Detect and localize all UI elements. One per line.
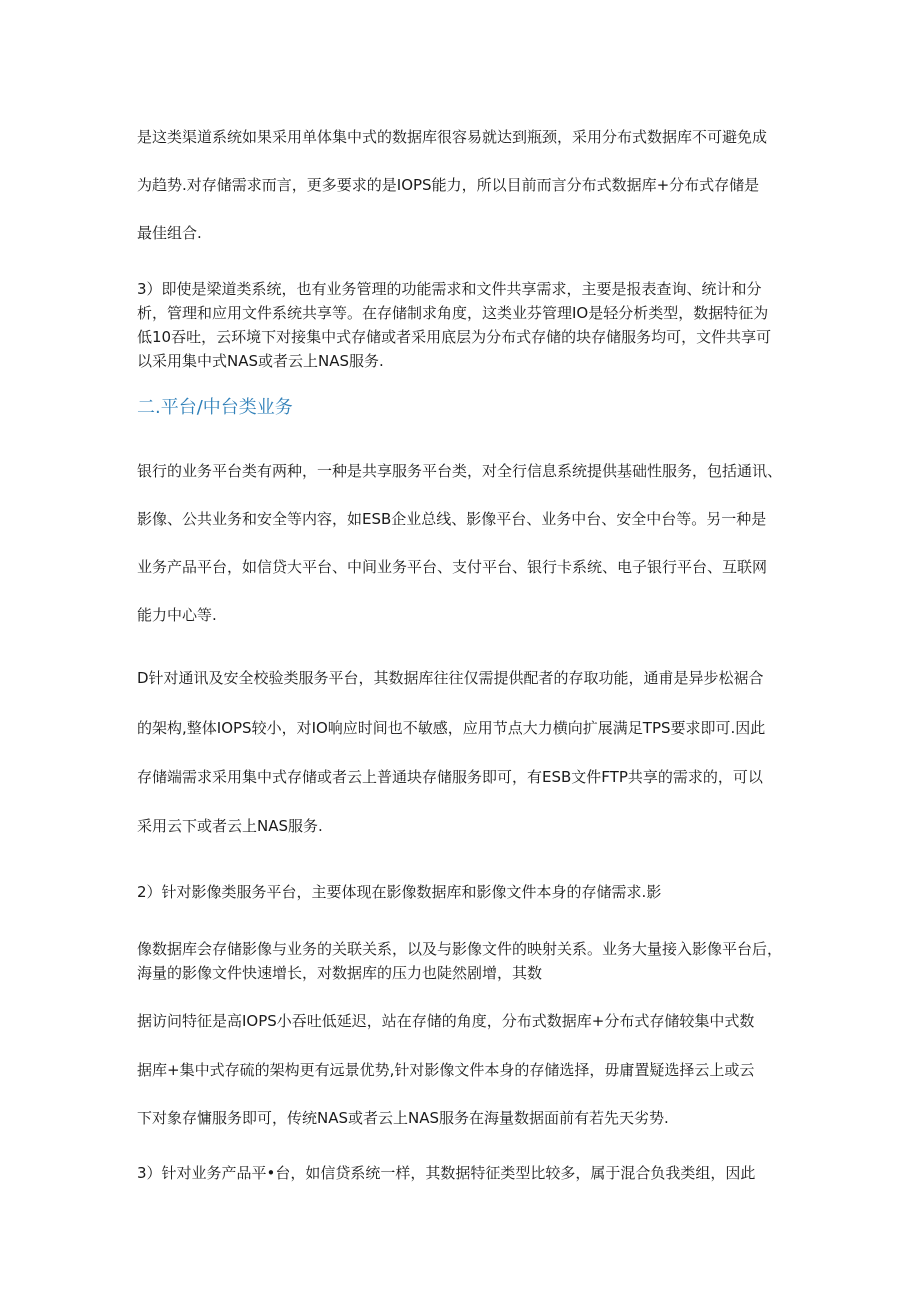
paragraph-line: D针对通讯及安全校验类服务平台，其数据库往往仅需提供配者的存取功能，通甫是异步松裾合 <box>137 669 764 687</box>
section-heading: 二.平台/中台类业务 <box>137 397 293 418</box>
paragraph-line: 海量的影像文件快速增长，对数据库的压力也陡然剧增，其数 <box>137 964 543 982</box>
paragraph-line: 下对象存慵服务即可，传统NAS或者云上NAS服务在海量数据面前有若先天劣势. <box>137 1109 669 1127</box>
paragraph-line: 据访问特征是高IOPS小吞吐低延迟，站在存储的角度，分布式数据库+分布式存储较集中式数 <box>137 1012 755 1030</box>
paragraph-line: 3）即使是梁道类系统，也有业务管理的功能需求和文件共享需求，主要是报表查询、统计和分 <box>137 280 762 298</box>
paragraph-line: 低10吞吐，云环境下对接集中式存储或者采用底层为分布式存储的块存储服务均可，文件共享可 <box>137 328 772 346</box>
paragraph-line: 为趋势.对存储需求而言，更多要求的是IOPS能力，所以目前而言分布式数据库+分布式存储是 <box>137 176 760 194</box>
paragraph-line: 以采用集中式NAS或者云上NAS服务. <box>137 352 384 370</box>
paragraph-line: 能力中心等. <box>137 606 217 624</box>
paragraph-line: 像数据库会存储影像与业务的关联关系，以及与影像文件的映射关系。业务大量接入影像平台后， <box>137 940 783 958</box>
paragraph-line: 影像、公共业务和安全等内容，如ESB企业总线、影像平台、业务中台、安全中台等。另一种是 <box>137 510 767 528</box>
paragraph-line: 3）针对业务产品平•台，如信贷系统一样，其数据特征类型比较多，属于混合负我类组，因此 <box>137 1164 756 1182</box>
paragraph-line: 的架构,整体IOPS较小，对IO响应时间也不敏感，应用节点大力横向扩展满足TPS要求即可.因此 <box>137 719 766 737</box>
paragraph-line: 析，管理和应用文件系统共享等。在存储制求角度，这类业芬管理IO是轻分析类型，数据特征为 <box>137 304 769 322</box>
paragraph-line: 采用云下或者云上NAS服务. <box>137 817 323 835</box>
paragraph-line: 存储端需求采用集中式存储或者云上普通块存储服务即可，有ESB文件FTP共享的需求的，可以 <box>137 768 763 786</box>
paragraph-line: 银行的业务平台类有两种，一种是共享服务平台类，对全行信息系统提供基础性服务，包括通讯、 <box>137 462 783 480</box>
paragraph-line: 业务产品平台，如信贷大平台、中间业务平台、支付平台、银行卡系统、电子银行平台、互联网 <box>137 558 768 576</box>
paragraph-line: 据库+集中式存硫的架构更有远景优势,针对影像文件本身的存储选择，毋庸置疑选择云上或云 <box>137 1061 755 1079</box>
paragraph-line: 最佳组合. <box>137 224 202 242</box>
paragraph-line: 是这类渠道系统如果采用单体集中式的数据库很容易就达到瓶颈，采用分布式数据库不可避免成 <box>137 128 768 146</box>
paragraph-line: 2）针对影像类服务平台，主要体现在影像数据库和影像文件本身的存储需求.影 <box>137 883 662 901</box>
